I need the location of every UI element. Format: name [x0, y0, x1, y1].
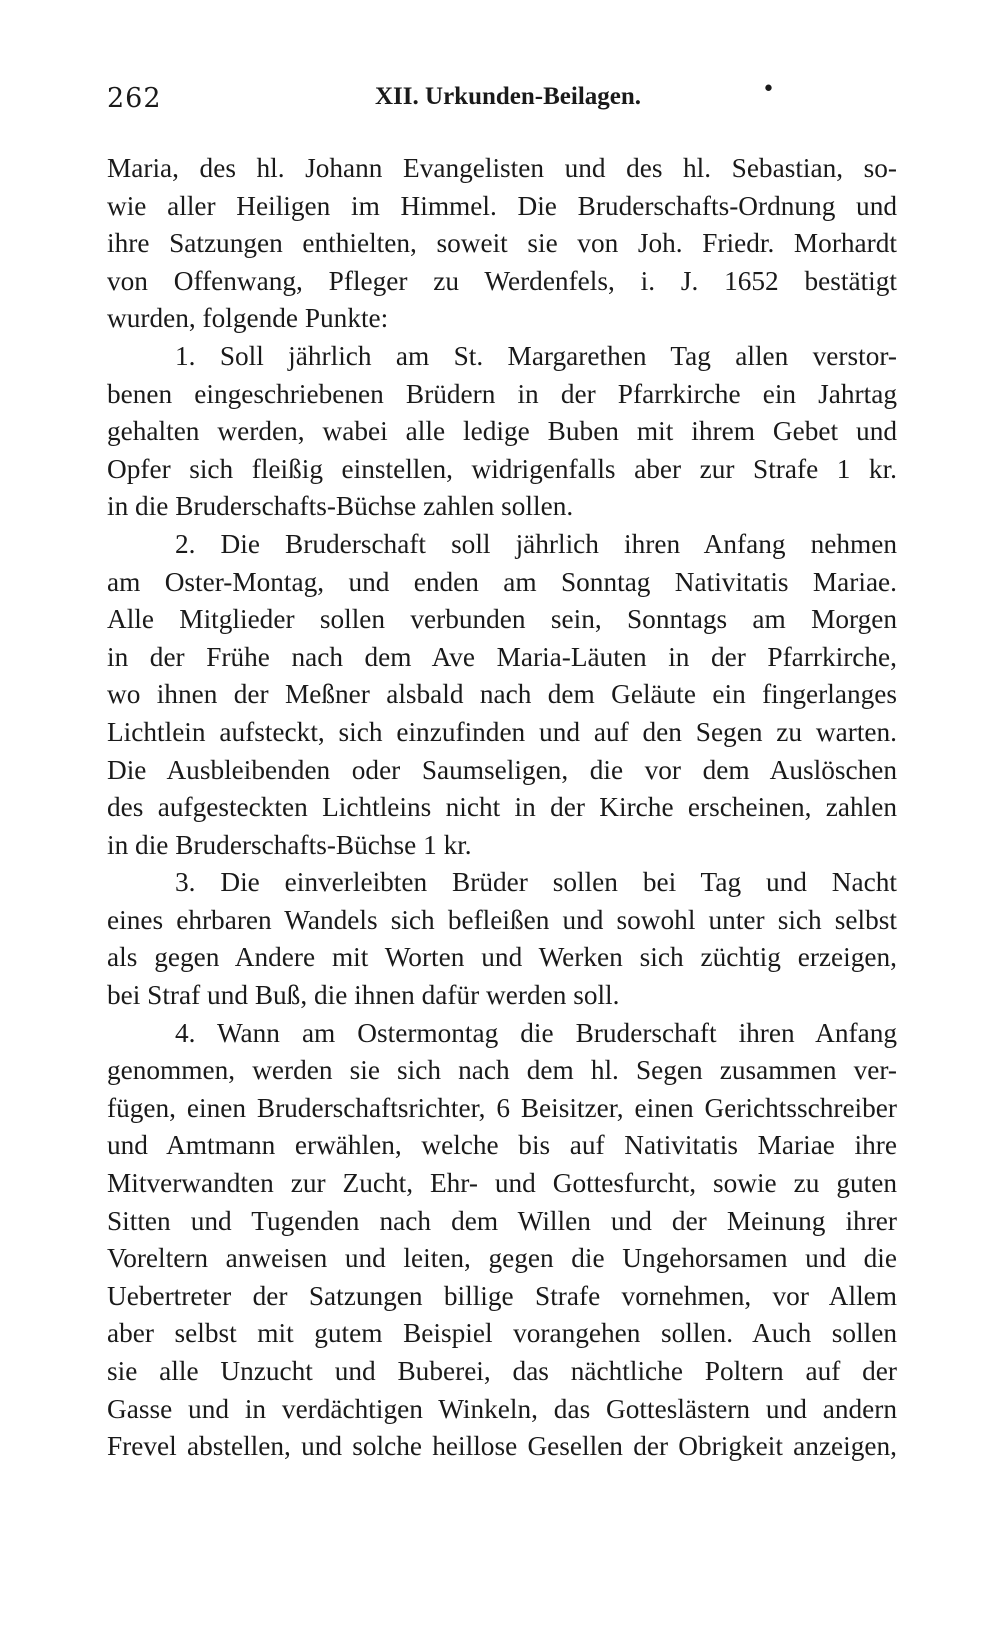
header-mark: • — [762, 77, 775, 102]
text-line: eines ehrbaren Wandels sich befleißen und sowohl unter sich selbst — [107, 904, 897, 935]
text-line: Alle Mitglieder sollen verbunden sein, Sonntags am Morgen — [107, 604, 897, 635]
text-line: aber selbst mit gutem Beispiel vorangehen sollen. Auch sollen — [107, 1318, 897, 1349]
text-line: Gasse und in verdächtigen Winkeln, das Gotteslästern und andern — [107, 1393, 897, 1424]
text-line: wo ihnen der Meßner alsbald nach dem Geläute ein fingerlanges — [107, 679, 897, 710]
text-line: 3. Die einverleibten Brüder sollen bei Tag und Nacht — [175, 867, 897, 898]
text-line: des aufgesteckten Lichtleins nicht in der Kirche erscheinen, zahlen — [107, 792, 897, 823]
text-line: ihre Satzungen enthielten, soweit sie von Joh. Friedr. Morhardt — [107, 228, 897, 259]
text-line: 1. Soll jährlich am St. Margarethen Tag allen verstor- — [175, 340, 897, 371]
text-line: 2. Die Bruderschaft soll jährlich ihren Anfang nehmen — [175, 528, 897, 559]
text-line: benen eingeschriebenen Brüdern in der Pfarrkirche ein Jahrtag — [107, 378, 897, 409]
text-line: Uebertreter der Satzungen billige Strafe vornehmen, vor Allem — [107, 1280, 897, 1311]
text-line: Lichtlein aufsteckt, sich einzufinden und auf den Segen zu warten. — [107, 716, 897, 747]
text-line: genommen, werden sie sich nach dem hl. Segen zusammen ver- — [107, 1055, 897, 1086]
text-line: bei Straf und Buß, die ihnen dafür werden soll. — [107, 980, 620, 1011]
running-head: XII. Urkunden-Beilagen. — [375, 83, 642, 110]
text-line: wie aller Heiligen im Himmel. Die Bruderschafts-Ordnung und — [107, 190, 897, 221]
body-text — [107, 150, 897, 1466]
text-line: und Amtmann erwählen, welche bis auf Nativitatis Mariae ihre — [107, 1130, 897, 1161]
text-line: in die Bruderschafts-Büchse 1 kr. — [107, 829, 472, 860]
text-line: am Oster-Montag, und enden am Sonntag Nativitatis Mariae. — [107, 566, 897, 597]
text-line: von Offenwang, Pfleger zu Werdenfels, i. J. 1652 bestätigt — [107, 265, 897, 296]
page-header — [107, 77, 897, 123]
text-line: wurden, folgende Punkte: — [107, 303, 389, 334]
text-line: Frevel abstellen, und solche heillose Gesellen der Obrigkeit anzeigen, — [107, 1431, 897, 1462]
text-line: in der Frühe nach dem Ave Maria-Läuten in der Pfarrkirche, — [107, 641, 897, 672]
text-line: Maria, des hl. Johann Evangelisten und des hl. Sebastian, so- — [107, 153, 897, 183]
text-line: Die Ausbleibenden oder Saumseligen, die vor dem Auslöschen — [107, 754, 897, 785]
text-line: Voreltern anweisen und leiten, gegen die Ungehorsamen und die — [107, 1243, 897, 1274]
text-line: gehalten werden, wabei alle ledige Buben mit ihrem Gebet und — [107, 416, 897, 447]
text-line: sie alle Unzucht und Buberei, das nächtliche Poltern auf der — [107, 1356, 897, 1386]
text-line: fügen, einen Bruderschaftsrichter, 6 Beisitzer, einen Gerichtsschreiber — [107, 1092, 897, 1123]
text-line: 4. Wann am Ostermontag die Bruderschaft ihren Anfang — [175, 1017, 897, 1048]
text-line: in die Bruderschafts-Büchse zahlen sollen. — [107, 491, 574, 522]
text-line: Mitverwandten zur Zucht, Ehr- und Gottesfurcht, sowie zu guten — [107, 1168, 897, 1199]
text-line: Sitten und Tugenden nach dem Willen und der Meinung ihrer — [107, 1205, 897, 1236]
page-number: 262 — [107, 83, 162, 114]
text-line: als gegen Andere mit Worten und Werken sich züchtig erzeigen, — [107, 942, 897, 973]
text-line: Opfer sich fleißig einstellen, widrigenfalls aber zur Strafe 1 kr. — [107, 453, 897, 484]
